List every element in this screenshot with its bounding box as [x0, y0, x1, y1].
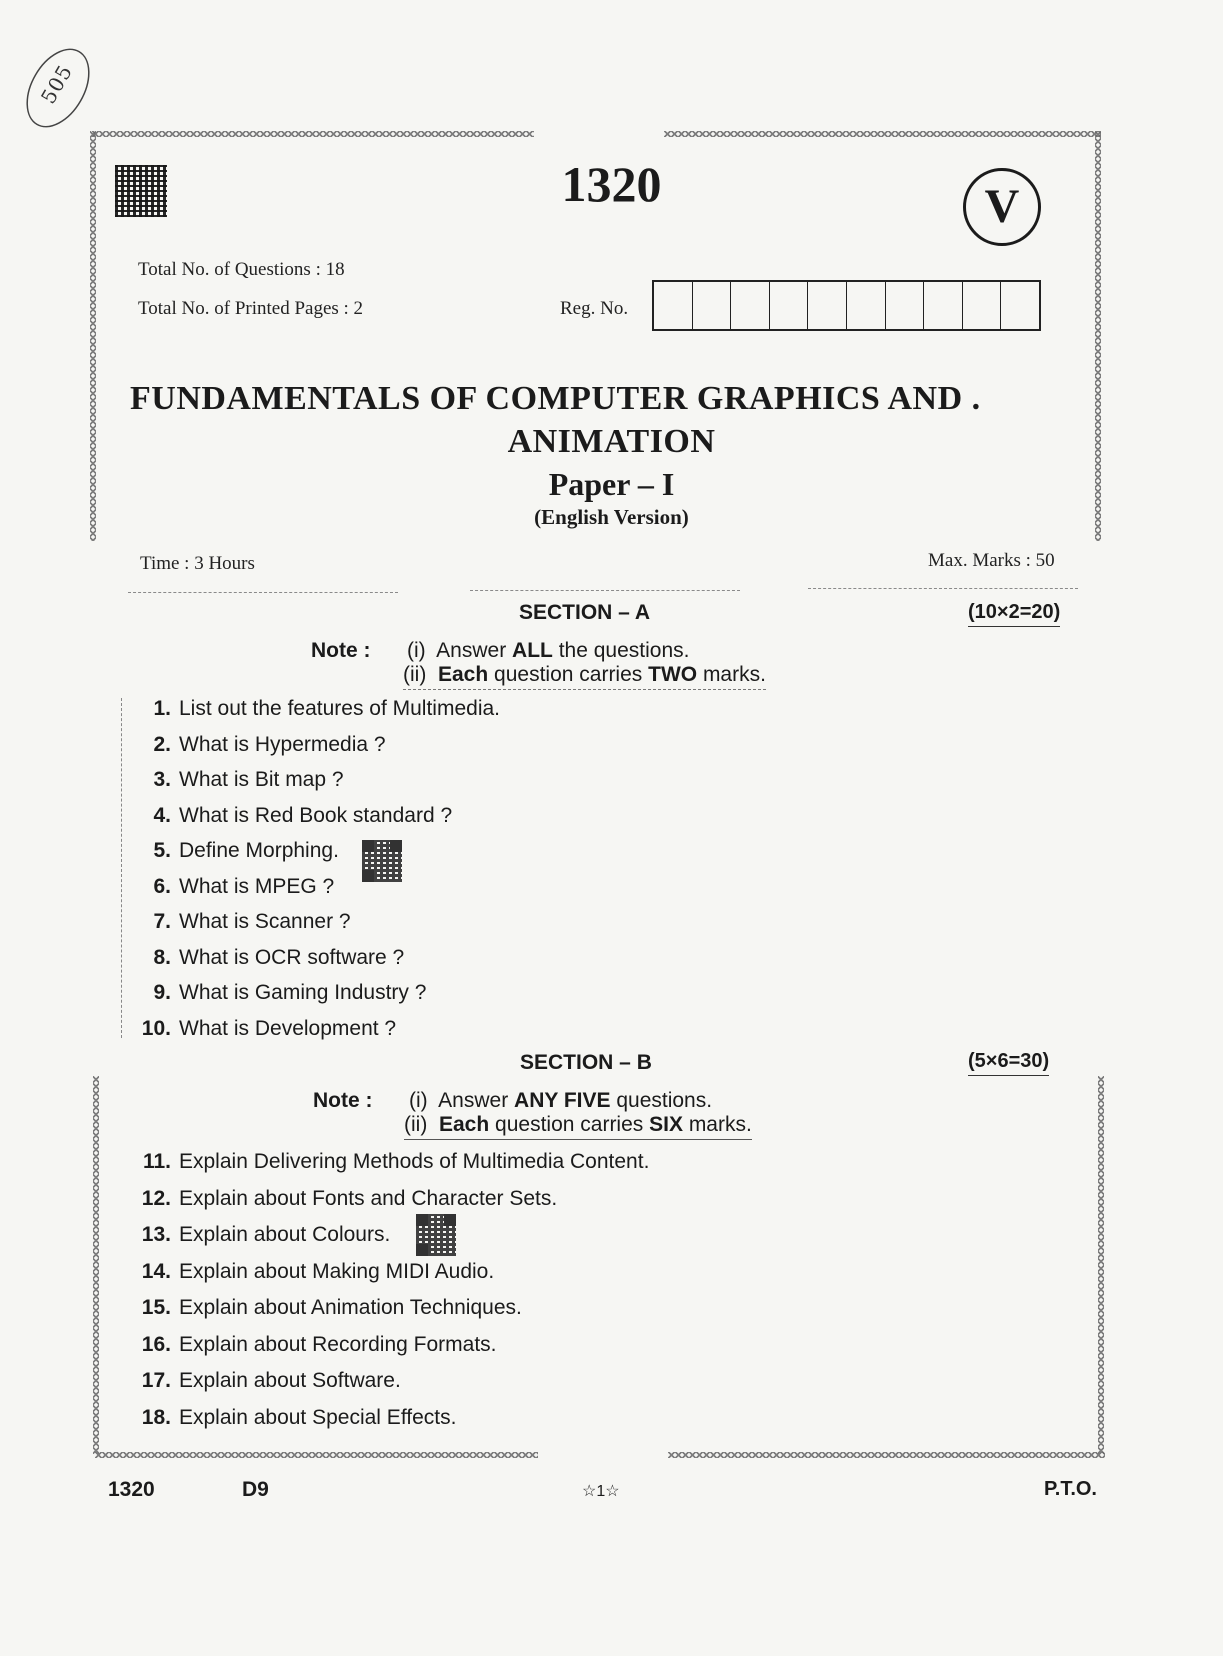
question-number: 1.	[153, 697, 171, 720]
question-item	[135, 910, 500, 946]
question-number: 16.	[141, 1332, 171, 1356]
section-b-note-label: Note :	[313, 1089, 373, 1112]
question-number: 7.	[153, 910, 171, 933]
section-b-heading: SECTION – B	[520, 1051, 652, 1074]
question-item	[135, 1150, 649, 1187]
note-emphasis: ALL	[512, 639, 553, 662]
note-text: question carries	[488, 663, 649, 686]
note-emphasis: ANY FIVE	[514, 1089, 611, 1112]
question-text: What is Development ?	[179, 1016, 397, 1040]
section-a-note-label: Note :	[311, 639, 371, 662]
section-b-note-2	[404, 1113, 752, 1140]
paper-title-line1: FUNDAMENTALS OF COMPUTER GRAPHICS AND .	[130, 380, 981, 417]
border-left-lower	[93, 1076, 99, 1454]
handwritten-page-number	[18, 42, 92, 132]
note-text: Answer	[436, 639, 513, 662]
paper-code: 1320	[561, 156, 662, 212]
question-item	[135, 1017, 500, 1053]
reg-no-digit-box[interactable]	[886, 282, 925, 329]
note-text: marks.	[682, 1113, 752, 1136]
section-a-note-1	[407, 639, 689, 663]
total-pages: Total No. of Printed Pages : 2	[138, 298, 364, 319]
qr-code-icon	[416, 1214, 456, 1256]
reg-no-digit-box[interactable]	[963, 282, 1002, 329]
question-text: What is Red Book standard ?	[179, 803, 453, 827]
question-number: 2.	[153, 732, 171, 756]
question-number: 18.	[141, 1405, 171, 1429]
reg-no-digit-box[interactable]	[731, 282, 770, 329]
question-item	[135, 804, 500, 840]
handwritten-note-text: 505	[35, 60, 78, 108]
reg-no-boxes[interactable]	[652, 280, 1041, 331]
question-text: What is OCR software ?	[179, 945, 405, 969]
qr-code-icon	[362, 840, 402, 882]
reg-no-digit-box[interactable]	[654, 282, 693, 329]
question-number: 11.	[142, 1150, 171, 1173]
border-top-left	[92, 131, 534, 137]
reg-no-digit-box[interactable]	[1001, 282, 1039, 329]
question-item	[135, 1296, 649, 1333]
time-allowed: Time : 3 Hours	[140, 553, 255, 574]
question-number: 9.	[153, 981, 171, 1004]
border-bottom-left	[95, 1452, 538, 1458]
question-text: What is MPEG ?	[179, 874, 335, 898]
section-a-heading: SECTION – A	[519, 601, 651, 624]
border-top-right	[664, 131, 1101, 137]
version-badge: V	[963, 168, 1041, 246]
question-text: Explain about Software.	[179, 1369, 401, 1392]
note-emphasis: SIX	[649, 1113, 683, 1136]
border-right-lower	[1098, 1076, 1104, 1454]
reg-no-label: Reg. No.	[560, 298, 629, 319]
question-text: Define Morphing.	[179, 839, 339, 862]
question-number: 15.	[141, 1296, 171, 1319]
question-text: List out the features of Multimedia.	[179, 697, 500, 720]
question-item	[135, 733, 500, 769]
question-item	[135, 875, 500, 911]
question-item	[135, 1260, 649, 1297]
question-item	[135, 839, 500, 875]
question-number: 6.	[153, 874, 171, 898]
footer-page-number: ☆1☆	[582, 1483, 620, 1500]
question-item	[135, 981, 500, 1017]
question-number: 8.	[153, 945, 171, 969]
question-number: 4.	[153, 803, 171, 827]
footer-set-code: D9	[242, 1478, 269, 1501]
question-number: 12.	[141, 1186, 171, 1210]
question-text: Explain Delivering Methods of Multimedia Content.	[179, 1150, 650, 1173]
paper-label: Paper – I	[548, 466, 675, 502]
section-b-note-1	[409, 1089, 712, 1113]
total-questions: Total No. of Questions : 18	[138, 259, 345, 280]
divider-rule	[128, 592, 398, 593]
footer-paper-code: 1320	[108, 1478, 155, 1501]
question-number: 3.	[153, 768, 171, 791]
section-a-marks: (10×2=20)	[968, 601, 1060, 627]
question-number: 13.	[141, 1223, 171, 1246]
question-item	[135, 946, 500, 982]
divider-rule	[470, 590, 740, 591]
question-item	[135, 1333, 649, 1370]
divider-rule	[808, 588, 1078, 589]
reg-no-digit-box[interactable]	[924, 282, 963, 329]
question-item	[135, 768, 500, 804]
note-text: question carries	[489, 1113, 650, 1136]
note-emphasis: TWO	[648, 663, 698, 686]
question-number: 5.	[153, 839, 171, 862]
question-text: Explain about Animation Techniques.	[179, 1296, 522, 1319]
note-number: (ii)	[403, 663, 427, 686]
section-a-note-2	[403, 663, 766, 690]
note-number: (ii)	[404, 1113, 428, 1136]
note-text: marks.	[697, 663, 766, 686]
question-text: What is Hypermedia ?	[179, 732, 386, 756]
note-emphasis: Each	[439, 1113, 490, 1136]
question-item	[135, 697, 500, 733]
note-number: (i)	[407, 639, 426, 662]
question-text: Explain about Special Effects.	[179, 1405, 457, 1429]
question-item	[135, 1406, 649, 1443]
reg-no-digit-box[interactable]	[808, 282, 847, 329]
note-emphasis: Each	[438, 663, 489, 686]
note-text: questions.	[610, 1089, 713, 1112]
note-number: (i)	[409, 1089, 428, 1112]
note-text: the questions.	[552, 639, 690, 662]
question-text: Explain about Recording Formats.	[179, 1332, 497, 1356]
question-number: 10.	[141, 1016, 171, 1040]
margin-line	[121, 698, 122, 1038]
question-text: Explain about Fonts and Character Sets.	[179, 1186, 558, 1210]
section-b-question-list	[135, 1150, 649, 1442]
question-text: What is Gaming Industry ?	[179, 981, 427, 1004]
paper-title-line2: ANIMATION	[507, 423, 716, 460]
reg-no-digit-box[interactable]	[770, 282, 809, 329]
question-number: 14.	[141, 1259, 171, 1283]
footer-pto: P.T.O.	[1044, 1478, 1097, 1500]
max-marks: Max. Marks : 50	[928, 550, 1055, 571]
version-label: (English Version)	[534, 505, 689, 529]
question-text: What is Bit map ?	[179, 768, 344, 791]
section-b-marks: (5×6=30)	[968, 1050, 1049, 1076]
question-text: What is Scanner ?	[179, 910, 351, 933]
question-text: Explain about Colours.	[179, 1223, 391, 1246]
reg-no-digit-box[interactable]	[847, 282, 886, 329]
question-item	[135, 1187, 649, 1224]
question-text: Explain about Making MIDI Audio.	[179, 1259, 495, 1283]
section-a-question-list	[135, 697, 500, 1052]
question-item	[135, 1369, 649, 1406]
question-item	[135, 1223, 649, 1260]
border-bottom-right	[668, 1452, 1105, 1458]
question-number: 17.	[141, 1369, 171, 1392]
reg-no-digit-box[interactable]	[693, 282, 732, 329]
note-text: Answer	[438, 1089, 515, 1112]
